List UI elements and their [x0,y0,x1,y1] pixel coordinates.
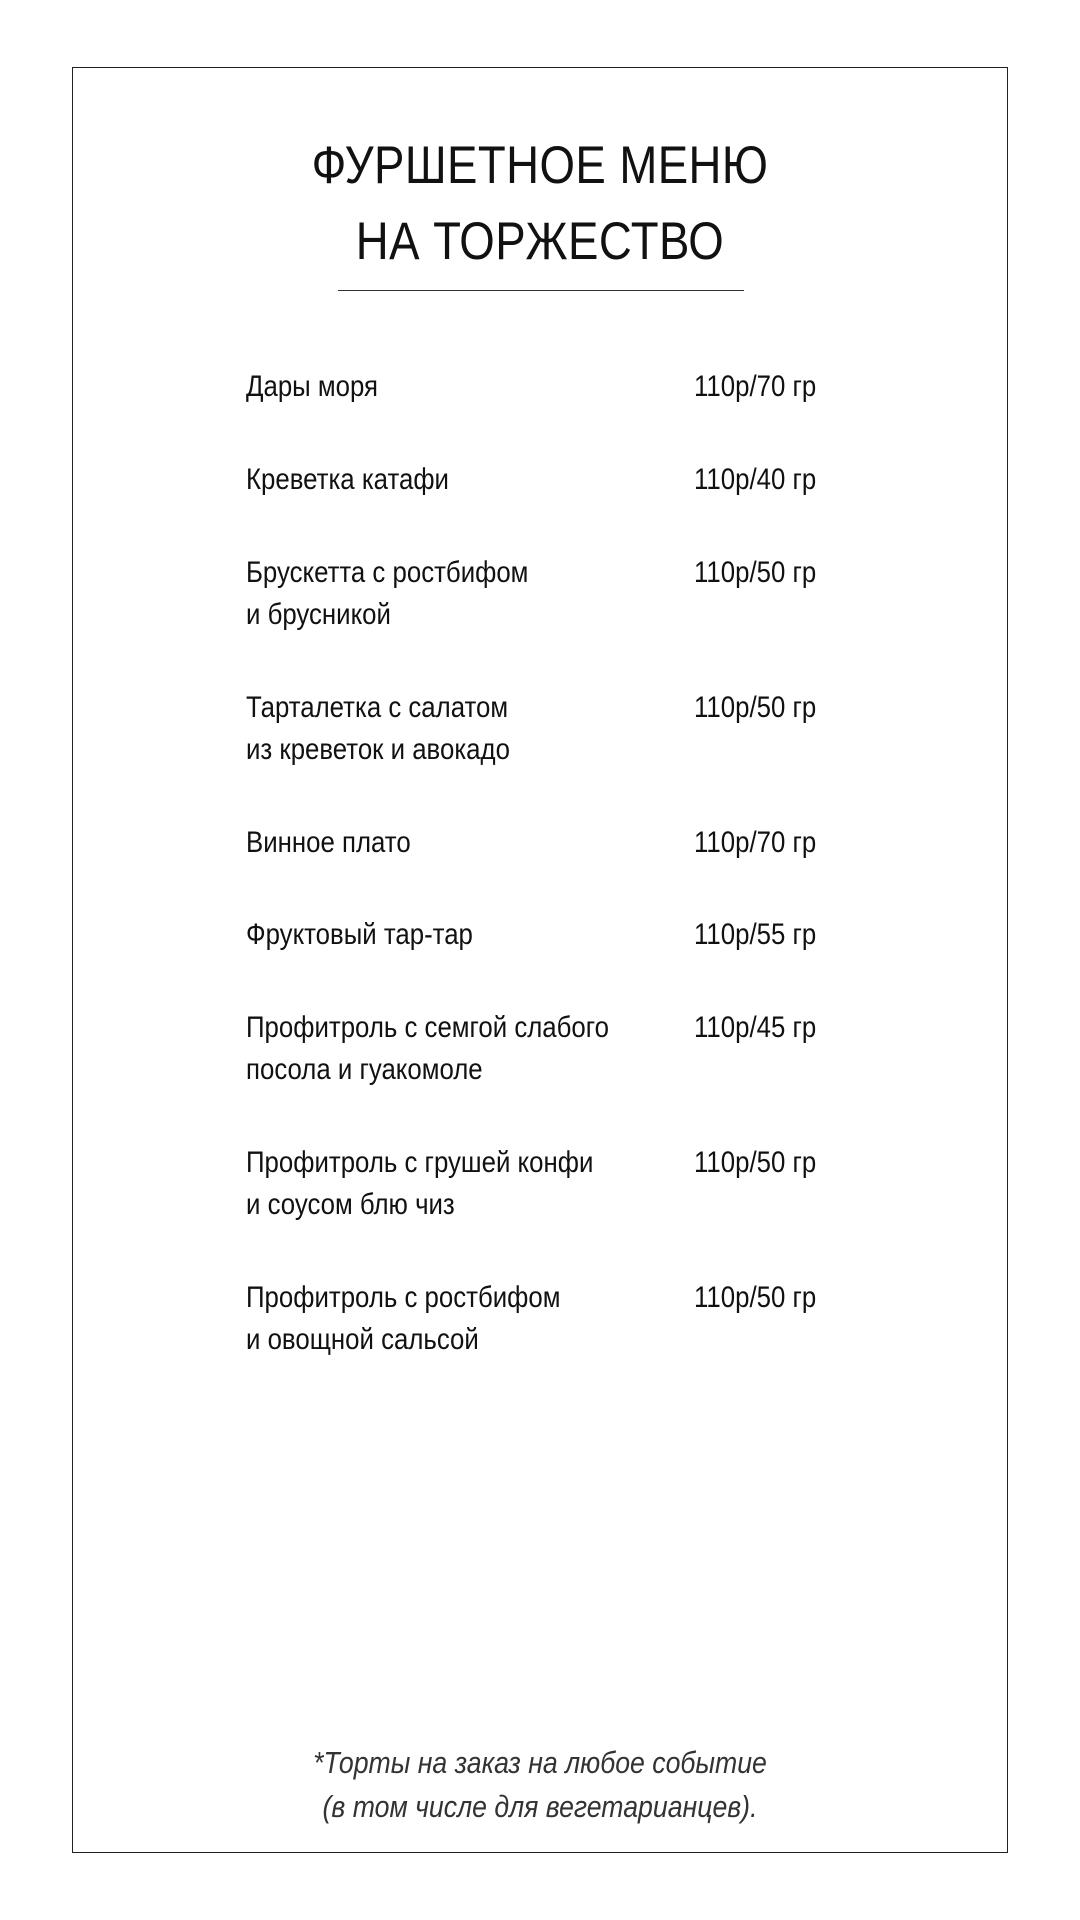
menu-title-line-2: НА ТОРЖЕСТВО [355,212,725,271]
menu-item-name-line-1: Профитроль с грушей конфи [246,1146,594,1179]
footnote-line-1: *Торты на заказ на любое событие [313,1745,767,1780]
menu-item-name [246,1277,560,1361]
menu-item-name [246,687,510,771]
menu-item-name [246,459,449,501]
menu-item-name-line-1: Винное плато [246,826,411,859]
menu-title [76,128,1005,280]
menu-item-name-line-2: и овощной сальсой [246,1323,479,1356]
menu-item-name [246,1142,593,1226]
menu-item-price: 110р/55 гр [694,918,817,951]
menu-item-name [246,914,473,956]
menu-item-price: 110р/50 гр [694,1281,817,1314]
footnote [76,1741,1005,1829]
menu-item-name-line-1: Профитроль с семгой слабого [246,1011,609,1044]
menu-item-price: 110р/70 гр [694,370,817,403]
menu-item-price: 110р/70 гр [694,826,817,859]
footnote-line-2: (в том числе для вегетарианцев). [322,1789,758,1824]
menu-item-price: 110р/40 гр [694,463,817,496]
menu-item-price: 110р/50 гр [694,691,817,724]
menu-item-name-line-1: Брускетта с ростбифом [246,556,529,589]
menu-item-name-line-1: Креветка катафи [246,463,449,496]
menu-item-price: 110р/50 гр [694,1146,817,1179]
menu-item-name-line-2: посола и гуакомоле [246,1053,483,1086]
menu-item-name-line-2: из креветок и авокадо [246,733,510,766]
menu-title-line-1: ФУРШЕТНОЕ МЕНЮ [311,136,769,195]
menu-item-price: 110р/45 гр [694,1011,817,1044]
menu-item-name-line-1: Фруктовый тар-тар [246,918,473,951]
menu-item-name-line-1: Дары моря [246,370,379,403]
menu-item-name [246,366,378,408]
menu-item-name [246,822,411,864]
menu-item-name-line-1: Профитроль с ростбифом [246,1281,561,1314]
menu-item-price: 110р/50 гр [694,556,817,589]
menu-item-name-line-2: и соусом блю чиз [246,1188,455,1221]
menu-item-name-line-2: и брусникой [246,598,391,631]
title-divider [338,290,744,291]
menu-item-name-line-1: Тарталетка с салатом [246,691,509,724]
menu-item-name [246,1007,609,1091]
menu-item-name [246,552,528,636]
menu-frame [72,67,1008,1853]
